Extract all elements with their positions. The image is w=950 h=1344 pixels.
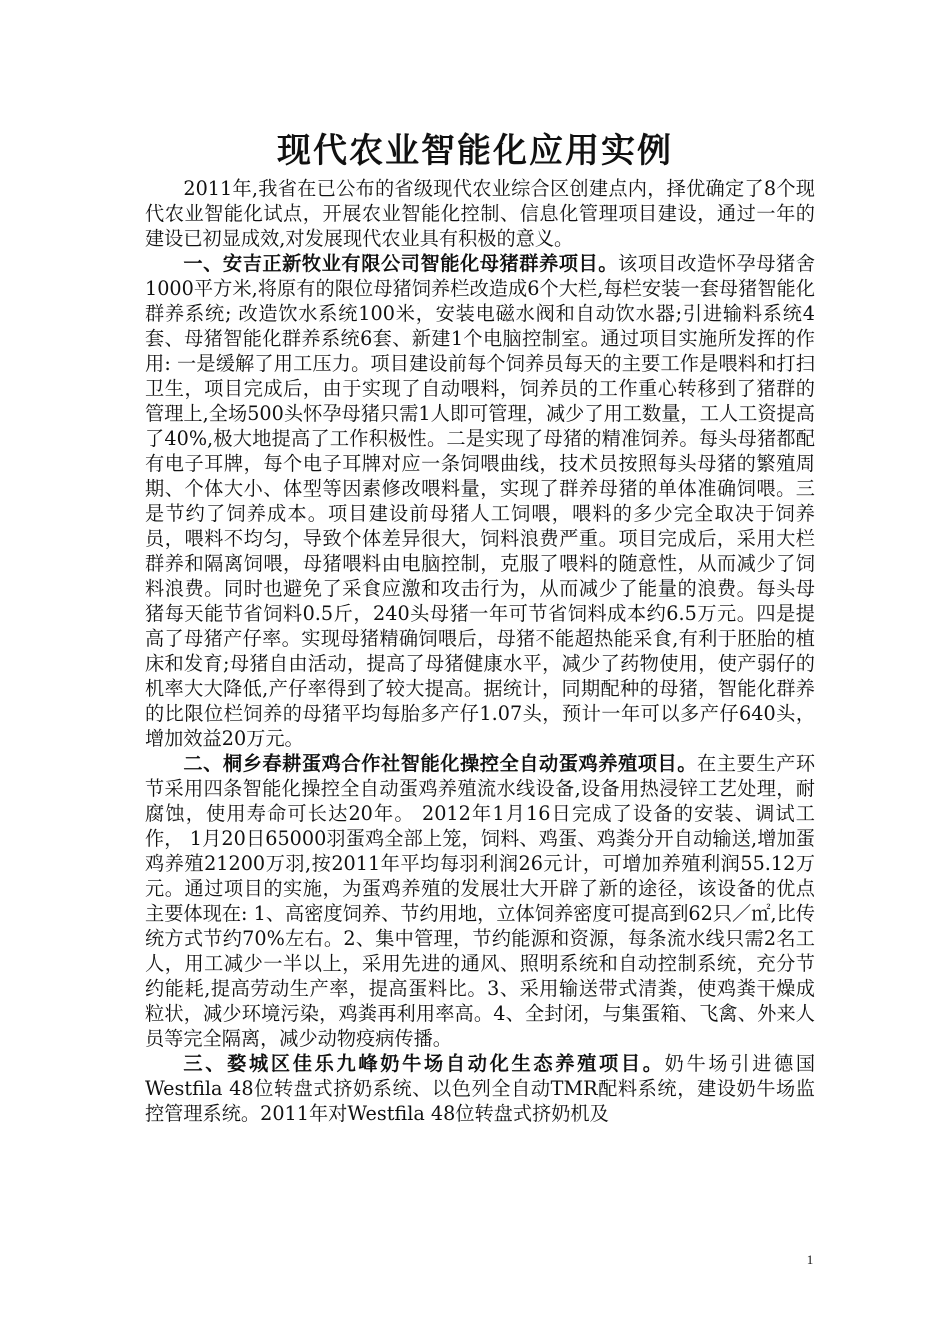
section-paragraph <box>145 251 815 751</box>
section-paragraph <box>145 751 815 1051</box>
page-number: 1 <box>806 1252 814 1267</box>
section-text: 在主要生产环节采用四条智能化操控全自动蛋鸡养殖流水线设备,设备用热浸锌工艺处理，耐腐蚀，使用寿命可长达20年。 2012年1月16日完成了设备的安装、调试工作， 1月20日65000羽蛋鸡全部上笼，饲料、鸡蛋、鸡粪分开自动输送,增加蛋鸡养殖21200万羽,按2011年平均每羽利润26元计，可增加养殖利润55.12万元。通过项目的实施，为蛋鸡养殖的发展壮大开辟了新的途径，该设备的优点主要体现在: 1、高密度饲养、节约用地，立体饲养密度可提高到62只／㎡,比传统方式节约70%左右。2、集中管理，节约能源和资源，每条流水线只需2名工人，用工减少一半以上，采用先进的通风、照明系统和自动控制系统，充分节约能耗,提高劳动生产率，提高蛋料比。3、采用输送带式清粪，使鸡粪干燥成粒状，减少环境污染，鸡粪再利用率高。4、全封闭，与集蛋箱、飞禽、外来人员等完全隔离，减少动物疫病传播。 <box>145 752 816 1050</box>
section-heading: 二、桐乡春耕蛋鸡合作社智能化操控全自动蛋鸡养殖项目。 <box>183 752 698 775</box>
section-heading: 一、安吉正新牧业有限公司智能化母猪群养项目。 <box>183 252 619 275</box>
section-text: 奶牛场引进德国Westfila 48位转盘式挤奶系统、以色列全自动TMR配料系统，建设奶牛场监控管理系统。2011年对Westfila 48位转盘式挤奶机及 <box>145 1052 816 1125</box>
document-title: 现代农业智能化应用实例 <box>277 131 673 171</box>
section-paragraph <box>145 1051 815 1126</box>
document-body <box>145 176 815 1126</box>
section-text: 该项目改造怀孕母猪舍1000平方米,将原有的限位母猪饲养栏改造成6个大栏,每栏安装一套母猪智能化群养系统; 改造饮水系统100米，安装电磁水阀和自动饮水器;引进输料系统4套、母猪智能化群养系统6套、新建1个电脑控制室。通过项目实施所发挥的作用: 一是缓解了用工压力。项目建设前每个饲养员每天的主要工作是喂料和打扫卫生，项目完成后，由于实现了自动喂料，饲养员的工作重心转移到了猪群的管理上,全场500头怀孕母猪只需1人即可管理，减少了用工数量，工人工资提高了40%,极大地提高了工作积极性。二是实现了母猪的精准饲养。每头母猪都配有电子耳牌，每个电子耳牌对应一条饲喂曲线，技术员按照每头母猪的繁殖周期、个体大小、体型等因素修改喂料量，实现了群养母猪的单体准确饲喂。三是节约了饲养成本。项目建设前母猪人工饲喂，喂料的多少完全取决于饲养员，喂料不均匀，导致个体差异很大，饲料浪费严重。项目完成后，采用大栏群养和隔离饲喂，母猪喂料由电脑控制，克服了喂料的随意性，从而减少了饲料浪费。同时也避免了采食应激和攻击行为，从而减少了能量的浪费。每头母猪每天能节省饲料0.5斤，240头母猪一年可节省饲料成本约6.5万元。四是提高了母猪产仔率。实现母猪精确饲喂后，母猪不能超热能采食,有利于胚胎的植床和发育;母猪自由活动，提高了母猪健康水平，减少了药物使用，使产弱仔的机率大大降低,产仔率得到了较大提高。据统计，同期配种的母猪，智能化群养的比限位栏饲养的母猪平均每胎多产仔1.07头，预计一年可以多产仔640头，增加效益20万元。 <box>145 252 816 750</box>
intro-paragraph: 2011年,我省在已公布的省级现代农业综合区创建点内，择优确定了8个现代农业智能化试点，开展农业智能化控制、信息化管理项目建设，通过一年的建设已初显成效,对发展现代农业具有积极的意义。 <box>145 177 815 250</box>
section-heading: 三、婺城区佳乐九峰奶牛场自动化生态养殖项目。 <box>183 1052 665 1075</box>
